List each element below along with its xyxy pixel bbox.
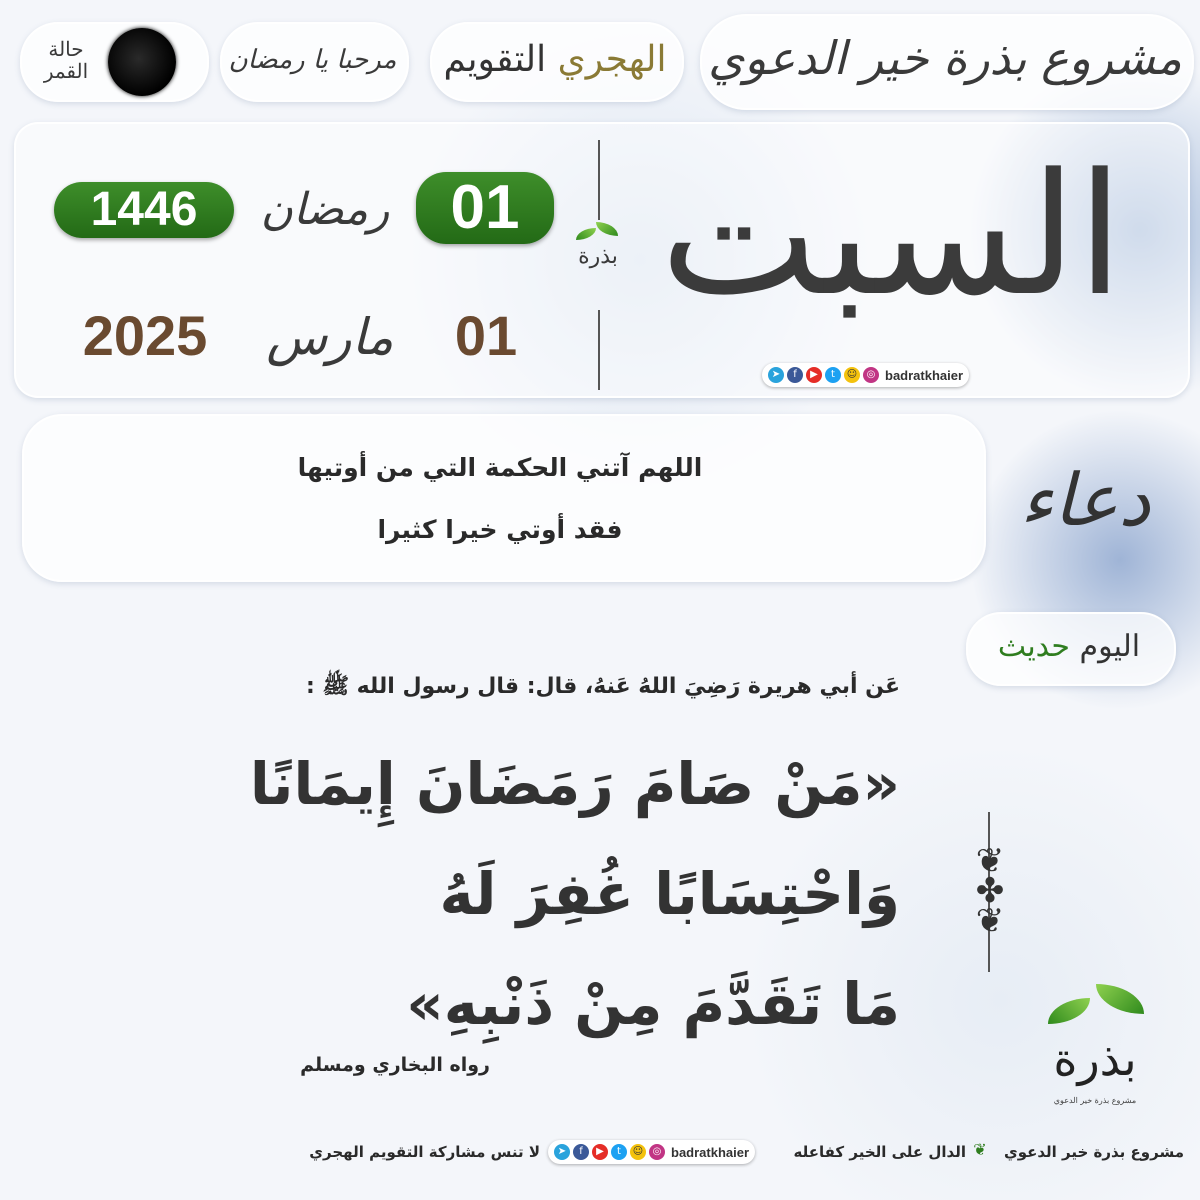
small-logo-text: بذرة xyxy=(578,244,618,269)
footer-motto: الدال على الخير كفاعله xyxy=(793,1143,966,1161)
youtube-icon[interactable]: ▶ xyxy=(592,1144,608,1160)
dua-label: دعاء xyxy=(1019,458,1151,542)
footer-reminder: لا تنس مشاركة التقويم الهجري xyxy=(309,1143,540,1161)
facebook-icon[interactable]: f xyxy=(573,1144,589,1160)
social-handle-top[interactable]: badratkhaier xyxy=(885,367,964,383)
divider-bottom xyxy=(598,310,600,390)
hijri-month: رمضان xyxy=(260,184,390,235)
large-logo-subtext: مشروع بذرة خير الدعوي xyxy=(1053,1096,1137,1105)
ramadan-greeting: مرحبا يا رمضان xyxy=(228,45,397,75)
dua-line-1: اللهم آتني الحكمة التي من أوتيها xyxy=(297,453,703,482)
calendar-title xyxy=(430,26,680,94)
moon-label: حالة القمر xyxy=(43,37,89,83)
youtube-icon[interactable]: ▶ xyxy=(806,367,822,383)
telegram-icon[interactable]: ➤ xyxy=(768,367,784,383)
instagram-icon[interactable]: ◎ xyxy=(863,367,879,383)
project-title: مشروع بذرة خير الدعوي xyxy=(708,31,1182,85)
social-handle-bottom[interactable]: badratkhaier xyxy=(671,1144,750,1160)
hadith-label xyxy=(966,614,1172,680)
moon-phase-icon xyxy=(108,28,176,96)
twitter-icon[interactable]: t xyxy=(825,367,841,383)
hijri-year-badge: 1446 xyxy=(54,182,234,238)
social-strip-top[interactable] xyxy=(762,363,969,387)
hadith-source: رواه البخاري ومسلم xyxy=(300,1054,490,1076)
small-logo xyxy=(566,222,630,310)
large-logo xyxy=(1040,984,1150,1124)
footer-mini-logo-icon: ❦ xyxy=(973,1140,987,1159)
hadith-label-today: اليوم xyxy=(1079,629,1141,664)
hadith-label-hadith: حديث xyxy=(997,629,1070,664)
hadith-line-3: مَا تَقَدَّمَ مِنْ ذَنْبِهِ» xyxy=(406,970,900,1038)
day-name: السبت xyxy=(660,137,1124,333)
snapchat-icon[interactable]: ☺ xyxy=(844,367,860,383)
greg-day: 01 xyxy=(454,304,518,367)
twitter-icon[interactable]: t xyxy=(611,1144,627,1160)
instagram-icon[interactable]: ◎ xyxy=(649,1144,665,1160)
facebook-icon[interactable]: f xyxy=(787,367,803,383)
greg-month: مارس xyxy=(266,308,394,366)
greg-year: 2025 xyxy=(82,304,208,367)
snapchat-icon[interactable]: ☺ xyxy=(630,1144,646,1160)
hijri-day-badge: 01 xyxy=(416,172,554,244)
hadith-line-2: وَاحْتِسَابًا غُفِرَ لَهُ xyxy=(439,860,900,928)
social-strip-bottom[interactable] xyxy=(548,1140,755,1164)
calendar-title-hijri: الهجري xyxy=(557,39,667,80)
footer-project: مشروع بذرة خير الدعوي xyxy=(1003,1143,1184,1161)
hadith-intro: عَن أبي هريرة رَضِيَ اللهُ عَنهُ، قال: قال رسول الله ﷺ : xyxy=(305,674,900,699)
hadith-line-1: «مَنْ صَامَ رَمَضَانَ إِيمَانًا xyxy=(249,750,900,818)
calendar-title-taqwim: التقويم xyxy=(443,39,547,80)
telegram-icon[interactable]: ➤ xyxy=(554,1144,570,1160)
dua-panel xyxy=(22,414,986,582)
dua-line-2: فقد أوتي خيرا كثيرا xyxy=(377,515,623,544)
divider-top xyxy=(598,140,600,220)
large-logo-text: بذرة xyxy=(1053,1032,1137,1086)
ornament-icon: ❦ ✤ ❦ xyxy=(975,841,1005,941)
